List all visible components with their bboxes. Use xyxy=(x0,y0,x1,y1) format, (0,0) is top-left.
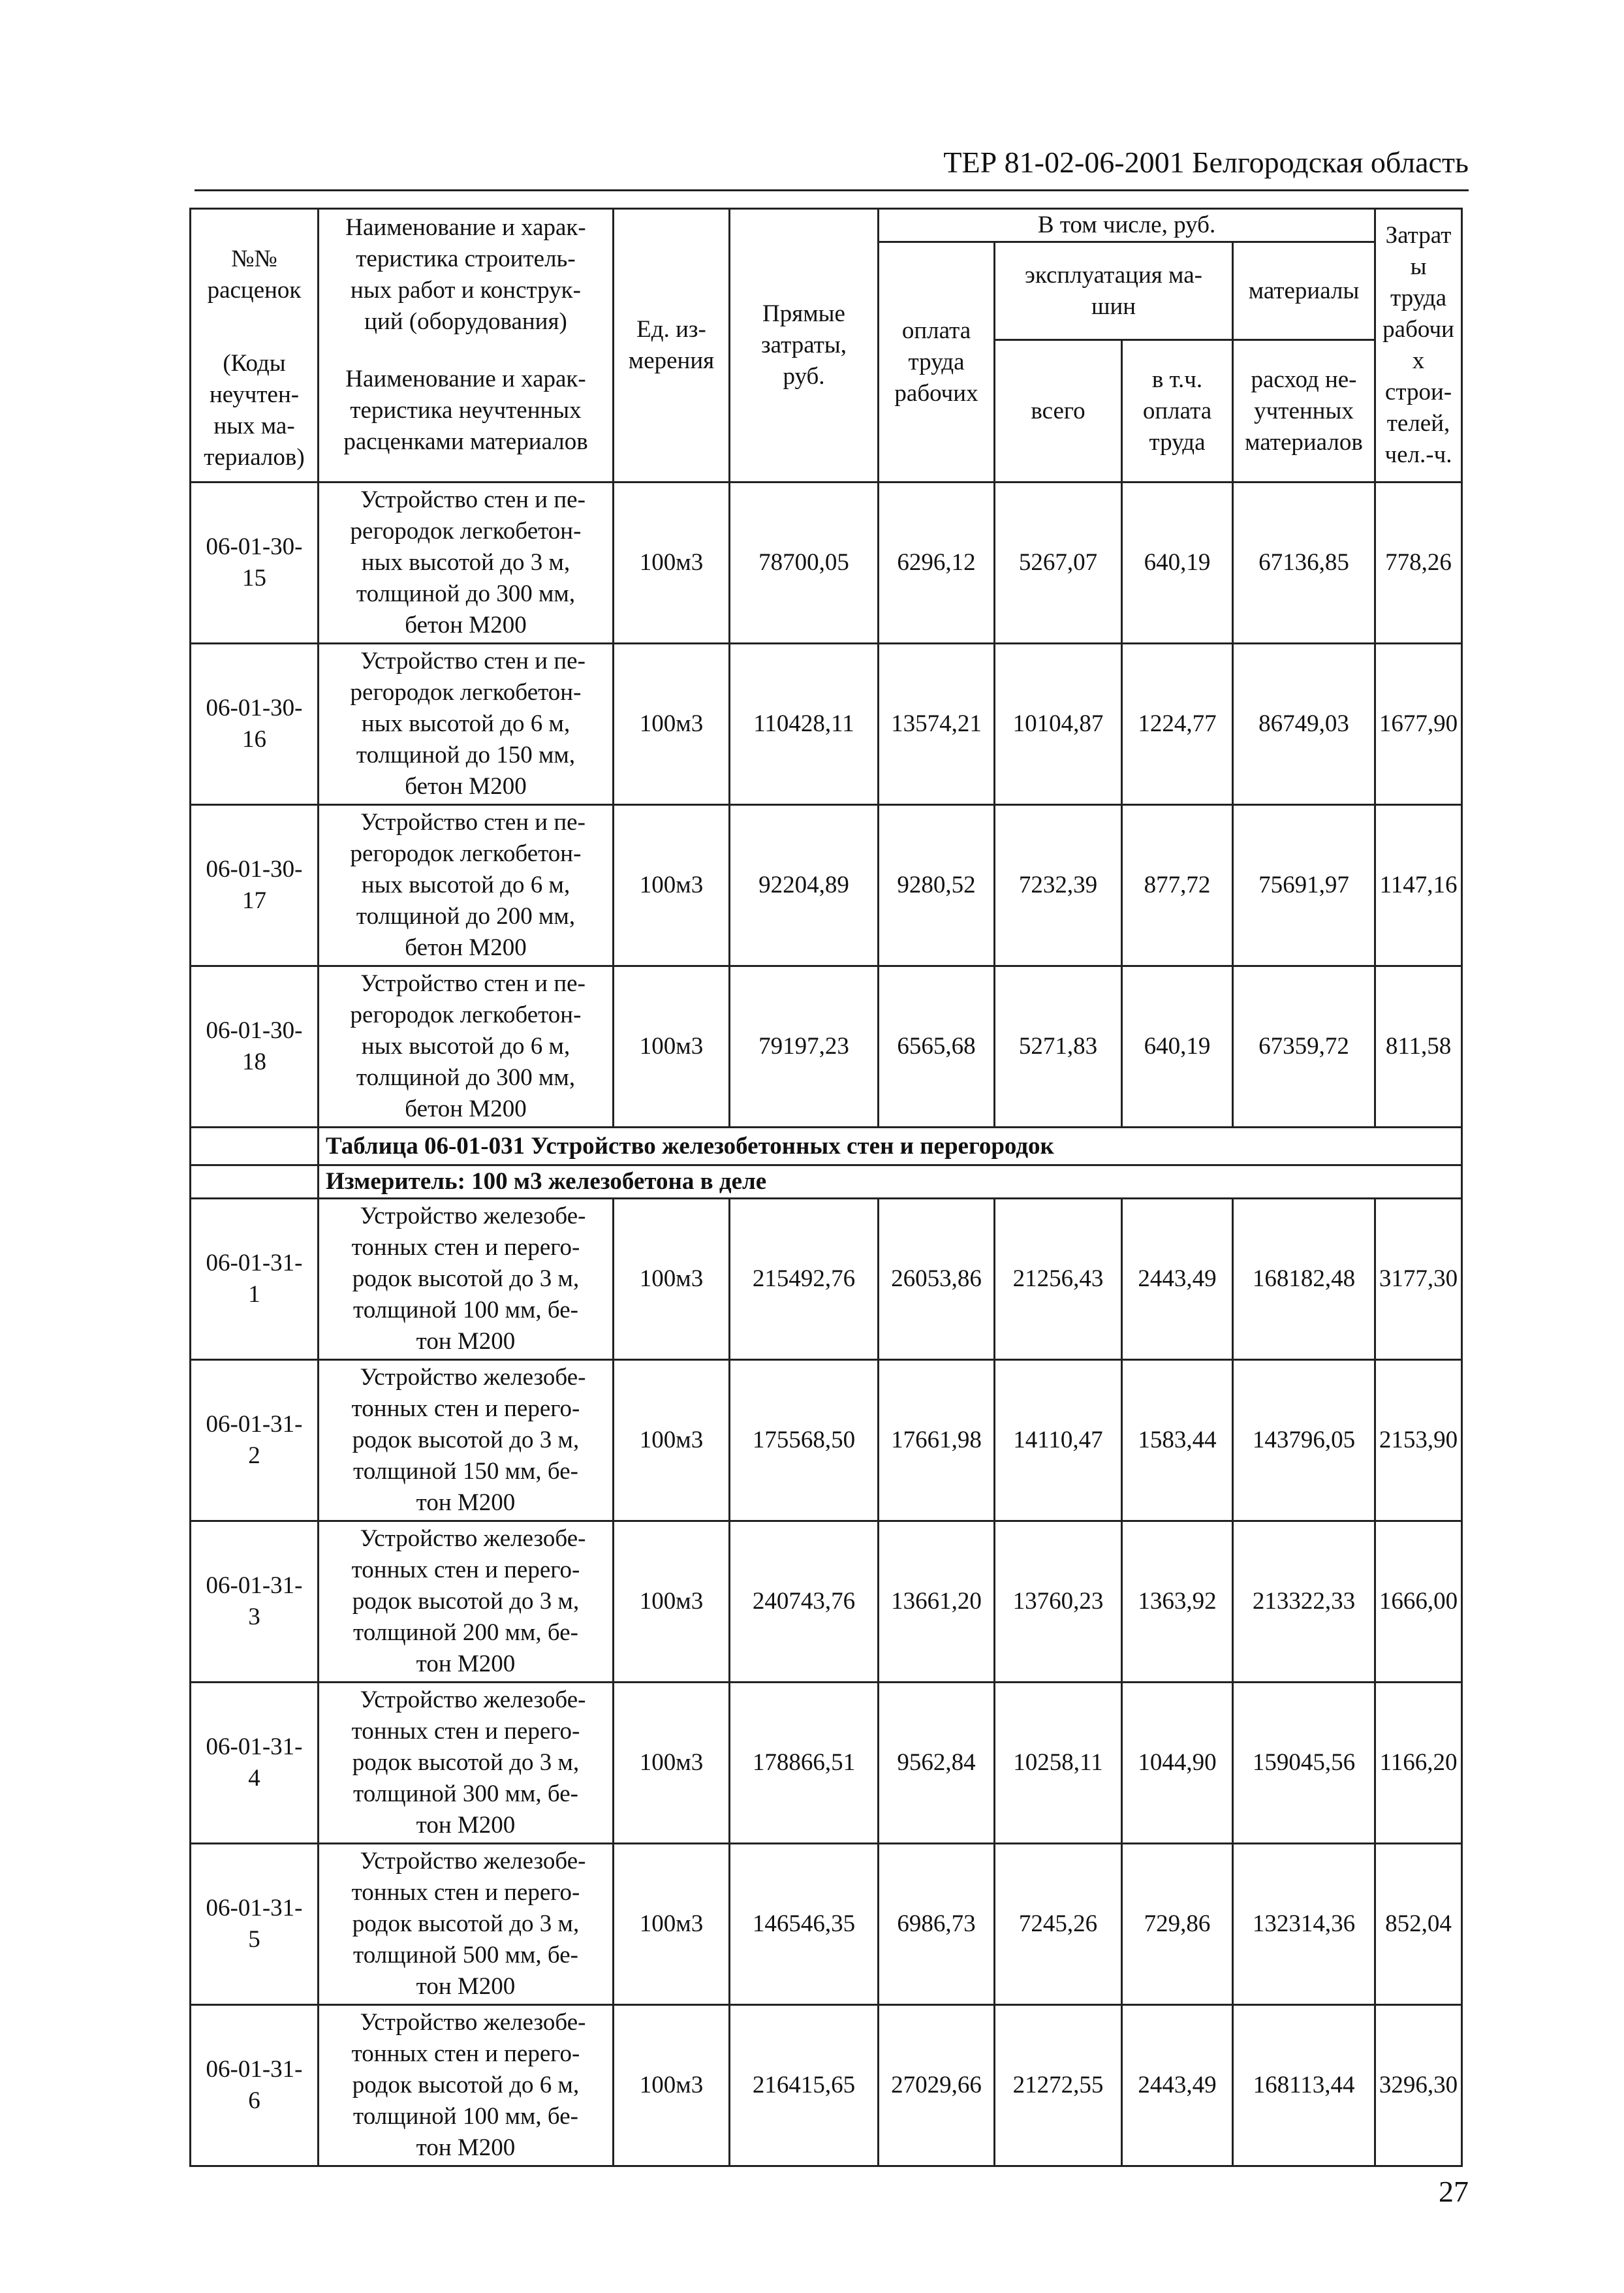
text-line: мерения xyxy=(628,347,715,374)
text-line: 16 xyxy=(242,726,266,753)
text-line: толщиной 500 мм, бе- xyxy=(353,1942,578,1969)
materials: 75691,97 xyxy=(1233,805,1375,966)
work-description xyxy=(319,1683,614,1844)
text-line: 15 xyxy=(242,565,266,592)
text-line: (Коды xyxy=(223,349,286,377)
table-row xyxy=(191,2005,1462,2166)
text-line: териалов) xyxy=(204,443,305,471)
text-line: тон М200 xyxy=(416,1973,516,2000)
machines-wages: 2443,49 xyxy=(1122,2005,1233,2166)
table-row xyxy=(191,805,1462,966)
text-line: 06-01-31- xyxy=(206,1895,303,1921)
col-code-header xyxy=(191,209,319,340)
text-line: Устройство железобе- xyxy=(360,1364,586,1391)
table-row xyxy=(191,1683,1462,1844)
text-line: тон М200 xyxy=(416,1651,516,1677)
table-title-row xyxy=(191,1128,1462,1165)
wages: 13661,20 xyxy=(879,1521,995,1683)
text-line: тонных стен и перего- xyxy=(351,1879,580,1906)
unit: 100м3 xyxy=(614,805,730,966)
col-incl-header: В том числе, руб. xyxy=(879,209,1375,242)
table-row xyxy=(191,1521,1462,1683)
page-header: ТЕР 81-02-06-2001 Белгородская область xyxy=(943,146,1469,179)
text-line: 06-01-31- xyxy=(206,1411,303,1438)
text-line: толщиной до 300 мм, xyxy=(356,1064,576,1091)
labor-hours: 811,58 xyxy=(1375,966,1462,1128)
text-line: расценками материалов xyxy=(343,428,588,455)
text-line: Устройство железобе- xyxy=(360,1686,586,1713)
text-line: рабочих xyxy=(1382,316,1454,374)
labor-hours: 1147,16 xyxy=(1375,805,1462,966)
work-description xyxy=(319,644,614,805)
text-line: ций (оборудования) xyxy=(364,308,567,335)
text-line: материалов xyxy=(1245,428,1363,456)
text-line: толщиной 300 мм, бе- xyxy=(353,1780,578,1807)
text-line: тонных стен и перего- xyxy=(351,1234,580,1261)
text-line: родок высотой до 6 м, xyxy=(352,2072,580,2098)
text-line: 4 xyxy=(248,1765,260,1792)
unit: 100м3 xyxy=(614,1521,730,1683)
machines-wages: 640,19 xyxy=(1122,966,1233,1128)
wages: 13574,21 xyxy=(879,644,995,805)
work-description xyxy=(319,1199,614,1360)
machines-total: 13760,23 xyxy=(995,1521,1122,1683)
text-line: регородок легкобетон- xyxy=(350,840,582,867)
text-line: Прямые xyxy=(762,300,845,327)
text-line: толщиной 150 мм, бе- xyxy=(353,1458,578,1485)
text-line: ных ма- xyxy=(213,412,295,439)
text-line: руб. xyxy=(783,363,825,390)
text-line: родок высотой до 3 м, xyxy=(352,1265,580,1292)
text-line: Ед. из- xyxy=(636,316,706,343)
text-line: 06-01-30- xyxy=(206,695,303,721)
col-materials-header: материалы xyxy=(1233,242,1375,340)
wages: 27029,66 xyxy=(879,2005,995,2166)
work-description xyxy=(319,482,614,644)
text-line: неучтен- xyxy=(209,381,300,408)
materials: 132314,36 xyxy=(1233,1844,1375,2005)
unit: 100м3 xyxy=(614,1683,730,1844)
text-line: чел.-ч. xyxy=(1384,441,1452,468)
text-line: родок высотой до 3 м, xyxy=(352,1427,580,1453)
text-line: Устройство железобе- xyxy=(360,1203,586,1229)
machines-wages: 1224,77 xyxy=(1122,644,1233,805)
wages: 9562,84 xyxy=(879,1683,995,1844)
text-line: теристика строитель- xyxy=(356,245,576,272)
text-line: толщиной до 300 мм, xyxy=(356,580,576,607)
text-line: толщиной 100 мм, бе- xyxy=(353,2103,578,2130)
text-line: толщиной до 200 мм, xyxy=(356,903,576,930)
materials: 143796,05 xyxy=(1233,1360,1375,1521)
col-code-sub-header xyxy=(191,340,319,482)
rate-code xyxy=(191,805,319,966)
wages: 26053,86 xyxy=(879,1199,995,1360)
text-line: в т.ч. xyxy=(1151,366,1203,393)
machines-wages: 2443,49 xyxy=(1122,1199,1233,1360)
rate-code xyxy=(191,1683,319,1844)
header-rule xyxy=(195,189,1469,191)
header-row-1 xyxy=(191,209,1462,242)
text-line: труда xyxy=(1390,285,1447,311)
text-line: ных высотой до 3 м, xyxy=(361,549,570,576)
direct-costs: 92204,89 xyxy=(730,805,879,966)
text-line: тонных стен и перего- xyxy=(351,1718,580,1745)
text-line: тон М200 xyxy=(416,1489,516,1516)
direct-costs: 175568,50 xyxy=(730,1360,879,1521)
text-line: 06-01-30- xyxy=(206,1017,303,1044)
rate-code xyxy=(191,644,319,805)
text-line: родок высотой до 3 м, xyxy=(352,1749,580,1776)
text-line: Устройство стен и пе- xyxy=(360,809,586,836)
text-line: рабочих xyxy=(894,379,978,407)
text-line: труда xyxy=(908,348,965,375)
text-line: ных высотой до 6 м, xyxy=(361,1033,570,1060)
machines-total: 7232,39 xyxy=(995,805,1122,966)
text-line: труда xyxy=(1149,428,1206,456)
direct-costs: 240743,76 xyxy=(730,1521,879,1683)
machines-total: 5271,83 xyxy=(995,966,1122,1128)
title-row-empty-cell xyxy=(191,1128,319,1165)
unit: 100м3 xyxy=(614,1360,730,1521)
work-description xyxy=(319,966,614,1128)
table-row xyxy=(191,1199,1462,1360)
direct-costs: 178866,51 xyxy=(730,1683,879,1844)
materials: 67359,72 xyxy=(1233,966,1375,1128)
rate-code xyxy=(191,1360,319,1521)
text-line: расценок xyxy=(207,276,302,304)
text-line: толщиной 100 мм, бе- xyxy=(353,1297,578,1323)
labor-hours: 1677,90 xyxy=(1375,644,1462,805)
wages: 6565,68 xyxy=(879,966,995,1128)
rate-code xyxy=(191,1199,319,1360)
meter-text: Измеритель: 100 м3 железобетона в деле xyxy=(319,1165,1462,1199)
machines-wages: 1363,92 xyxy=(1122,1521,1233,1683)
text-line: толщиной до 150 мм, xyxy=(356,742,576,768)
rate-code xyxy=(191,966,319,1128)
text-line: 18 xyxy=(242,1049,266,1075)
text-line: затраты, xyxy=(761,332,847,358)
rows-group-b xyxy=(191,1199,1462,2166)
table-row xyxy=(191,644,1462,805)
rows-group-a xyxy=(191,482,1462,1128)
text-line: бетон М200 xyxy=(405,1096,527,1122)
col-machines-total-header: всего xyxy=(995,340,1122,482)
col-wages-header xyxy=(879,242,995,482)
unit: 100м3 xyxy=(614,1199,730,1360)
text-line: родок высотой до 3 м, xyxy=(352,1910,580,1937)
text-line: 17 xyxy=(242,887,266,914)
text-line: телей, xyxy=(1386,410,1450,437)
meter-row-empty-cell xyxy=(191,1165,319,1199)
text-line: родок высотой до 3 м, xyxy=(352,1588,580,1615)
text-line: 5 xyxy=(248,1926,260,1953)
text-line: Устройство стен и пе- xyxy=(360,486,586,513)
direct-costs: 215492,76 xyxy=(730,1199,879,1360)
work-description xyxy=(319,1844,614,2005)
text-line: Наименование и харак- xyxy=(345,213,586,241)
text-line: 2 xyxy=(248,1442,260,1469)
text-line: 06-01-30- xyxy=(206,533,303,560)
work-description xyxy=(319,2005,614,2166)
machines-total: 5267,07 xyxy=(995,482,1122,644)
text-line: толщиной 200 мм, бе- xyxy=(353,1619,578,1646)
text-line: Устройство железобе- xyxy=(360,2009,586,2036)
text-line: Устройство железобе- xyxy=(360,1848,586,1874)
machines-total: 10104,87 xyxy=(995,644,1122,805)
text-line: бетон М200 xyxy=(405,612,527,639)
table-row xyxy=(191,966,1462,1128)
text-line: расход не- xyxy=(1251,366,1357,393)
direct-costs: 216415,65 xyxy=(730,2005,879,2166)
text-line: тон М200 xyxy=(416,1812,516,1839)
machines-total: 7245,26 xyxy=(995,1844,1122,2005)
col-name-header xyxy=(319,209,614,340)
text-line: 06-01-31- xyxy=(206,1733,303,1760)
text-line: 06-01-31- xyxy=(206,1250,303,1276)
machines-total: 21256,43 xyxy=(995,1199,1122,1360)
materials: 168113,44 xyxy=(1233,2005,1375,2166)
text-line: оплата xyxy=(1142,397,1212,424)
table-title: Таблица 06-01-031 Устройство железобетонных стен и перегородок xyxy=(319,1128,1462,1165)
col-machines-header xyxy=(995,242,1233,340)
text-line: теристика неучтенных xyxy=(350,396,582,424)
machines-total: 10258,11 xyxy=(995,1683,1122,1844)
text-line: тон М200 xyxy=(416,2134,516,2161)
materials: 159045,56 xyxy=(1233,1683,1375,1844)
machines-wages: 1583,44 xyxy=(1122,1360,1233,1521)
labor-hours: 3177,30 xyxy=(1375,1199,1462,1360)
text-line: Устройство стен и пе- xyxy=(360,970,586,997)
materials: 86749,03 xyxy=(1233,644,1375,805)
materials: 168182,48 xyxy=(1233,1199,1375,1360)
text-line: Наименование и харак- xyxy=(345,365,586,392)
work-description xyxy=(319,1521,614,1683)
col-machines-wages-header xyxy=(1122,340,1233,482)
text-line: строи- xyxy=(1384,379,1452,405)
text-line: эксплуатация ма- xyxy=(1025,261,1202,289)
wages: 6986,73 xyxy=(879,1844,995,2005)
text-line: Устройство железобе- xyxy=(360,1525,586,1552)
wages: 6296,12 xyxy=(879,482,995,644)
labor-hours: 1666,00 xyxy=(1375,1521,1462,1683)
text-line: тонных стен и перего- xyxy=(351,1395,580,1422)
machines-total: 14110,47 xyxy=(995,1360,1122,1521)
direct-costs: 79197,23 xyxy=(730,966,879,1128)
text-line: регородок легкобетон- xyxy=(350,679,582,706)
rate-code xyxy=(191,2005,319,2166)
unit: 100м3 xyxy=(614,482,730,644)
labor-hours: 778,26 xyxy=(1375,482,1462,644)
col-labor-header xyxy=(1375,209,1462,482)
text-line: Затраты xyxy=(1385,222,1452,280)
text-line: 3 xyxy=(248,1604,260,1630)
text-line: бетон М200 xyxy=(405,934,527,961)
text-line: ных высотой до 6 м, xyxy=(361,710,570,737)
direct-costs: 146546,35 xyxy=(730,1844,879,2005)
rates-table xyxy=(189,208,1463,2167)
text-line: тон М200 xyxy=(416,1328,516,1355)
materials: 213322,33 xyxy=(1233,1521,1375,1683)
machines-wages: 877,72 xyxy=(1122,805,1233,966)
text-line: 06-01-31- xyxy=(206,2056,303,2083)
col-materials-unacc-header xyxy=(1233,340,1375,482)
text-line: учтенных xyxy=(1254,397,1354,424)
text-line: 06-01-30- xyxy=(206,856,303,883)
materials: 67136,85 xyxy=(1233,482,1375,644)
text-line: ных работ и конструк- xyxy=(351,276,581,304)
rate-code xyxy=(191,482,319,644)
unit: 100м3 xyxy=(614,2005,730,2166)
labor-hours: 1166,20 xyxy=(1375,1683,1462,1844)
labor-hours: 852,04 xyxy=(1375,1844,1462,2005)
text-line: Устройство стен и пе- xyxy=(360,648,586,674)
table-row xyxy=(191,1844,1462,2005)
unit: 100м3 xyxy=(614,1844,730,2005)
text-line: шин xyxy=(1091,293,1136,320)
wages: 17661,98 xyxy=(879,1360,995,1521)
col-unit-header xyxy=(614,209,730,482)
table-row xyxy=(191,482,1462,644)
col-name-sub-header xyxy=(319,340,614,482)
machines-wages: 729,86 xyxy=(1122,1844,1233,2005)
machines-wages: 640,19 xyxy=(1122,482,1233,644)
unit: 100м3 xyxy=(614,966,730,1128)
text-line: 1 xyxy=(248,1281,260,1308)
work-description xyxy=(319,805,614,966)
labor-hours: 2153,90 xyxy=(1375,1360,1462,1521)
work-description xyxy=(319,1360,614,1521)
labor-hours: 3296,30 xyxy=(1375,2005,1462,2166)
text-line: регородок легкобетон- xyxy=(350,518,582,545)
machines-wages: 1044,90 xyxy=(1122,1683,1233,1844)
text-line: регородок легкобетон- xyxy=(350,1002,582,1028)
rate-code xyxy=(191,1521,319,1683)
text-line: бетон М200 xyxy=(405,773,527,800)
meter-row xyxy=(191,1165,1462,1199)
text-line: №№ xyxy=(231,245,277,272)
text-line: ных высотой до 6 м, xyxy=(361,872,570,898)
text-line: 6 xyxy=(248,2087,260,2114)
wages: 9280,52 xyxy=(879,805,995,966)
text-line: 06-01-31- xyxy=(206,1572,303,1599)
text-line: тонных стен и перего- xyxy=(351,2040,580,2067)
direct-costs: 110428,11 xyxy=(730,644,879,805)
machines-total: 21272,55 xyxy=(995,2005,1122,2166)
rate-code xyxy=(191,1844,319,2005)
page-number: 27 xyxy=(1439,2175,1469,2208)
text-line: оплата xyxy=(901,317,971,344)
table-row xyxy=(191,1360,1462,1521)
direct-costs: 78700,05 xyxy=(730,482,879,644)
unit: 100м3 xyxy=(614,644,730,805)
text-line: тонных стен и перего- xyxy=(351,1557,580,1583)
col-direct-header xyxy=(730,209,879,482)
